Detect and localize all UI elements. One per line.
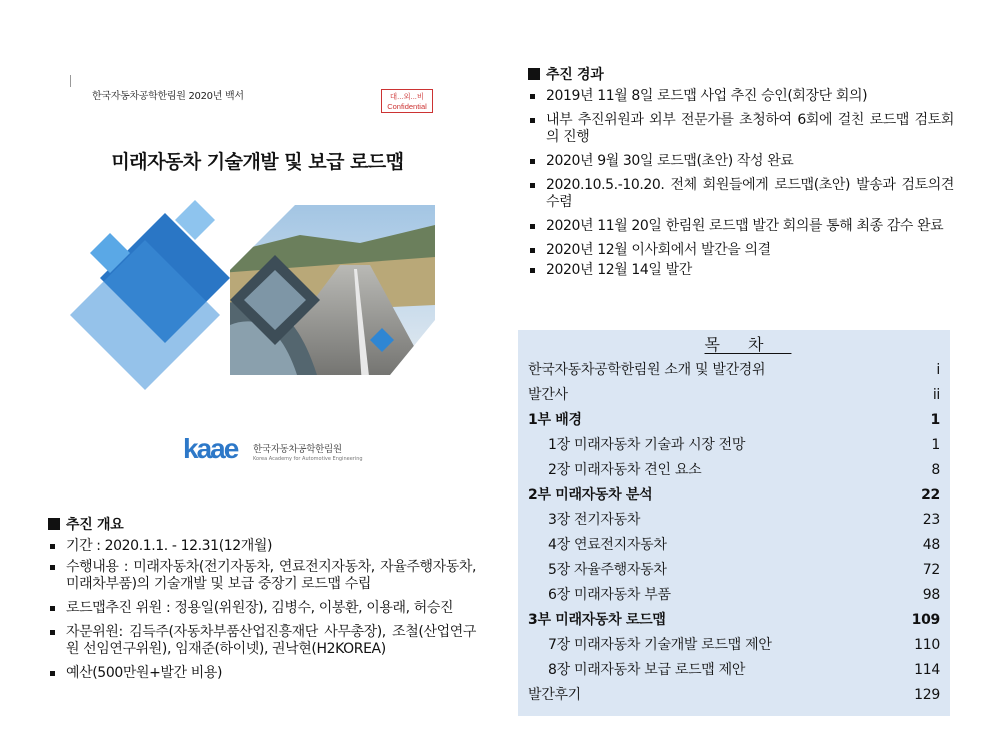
toc-page-number: 129 — [914, 687, 940, 703]
toc-label: 8장 미래자동차 보급 로드맵 제안 — [548, 662, 746, 678]
toc-row — [528, 608, 940, 633]
toc-page-number: 22 — [921, 487, 940, 503]
overview-heading-text: 추진 개요 — [66, 517, 124, 533]
list-item-text: 2019년 11월 8일 로드맵 사업 추진 승인(회장단 회의) — [546, 88, 868, 104]
confidential-badge-english: Confidential — [387, 102, 427, 111]
toc-label: 3장 전기자동차 — [548, 512, 641, 528]
toc-page-number: i — [936, 362, 940, 378]
crop-mark — [70, 75, 71, 87]
toc-label: 7장 미래자동차 기술개발 로드맵 제안 — [548, 637, 772, 653]
toc-label: 발간사 — [528, 387, 568, 403]
list-item-text: 자문위원: 김득주(자동차부품산업진흥재단 사무총장), 조철(산업연구원 선임연구위원), 임재준(하이넷), 권낙현(H2KOREA) — [66, 624, 476, 657]
list-item-text: 로드맵추진 위원 : 정용일(위원장), 김병수, 이봉환, 이용래, 허승진 — [66, 600, 454, 616]
bullet-icon — [530, 118, 535, 123]
kaae-logo: kaae — [183, 433, 238, 464]
list-item — [528, 218, 954, 235]
toc-row — [528, 433, 940, 458]
toc-row — [528, 508, 940, 533]
progress-list — [528, 88, 954, 279]
overview-list — [48, 538, 476, 682]
list-item-text: 기간 : 2020.1.1. - 12.31(12개월) — [66, 538, 273, 554]
progress-heading-text: 추진 경과 — [546, 67, 604, 83]
toc-label: 4장 연료전지자동차 — [548, 537, 667, 553]
toc-page-number: 1 — [930, 412, 940, 428]
toc-row — [528, 383, 940, 408]
list-item — [528, 177, 954, 211]
toc-page-number: 48 — [922, 537, 940, 553]
toc-label: 5장 자율주행자동차 — [548, 562, 667, 578]
report-cover — [70, 75, 445, 485]
cover-header: 한국자동차공학한림원 2020년 백서 — [92, 91, 244, 102]
toc-label: 2장 미래자동차 견인 요소 — [548, 462, 702, 478]
list-item-text: 2020년 11월 20일 한림원 로드맵 발간 회의를 통해 최종 감수 완료 — [546, 218, 944, 234]
toc-row — [528, 483, 940, 508]
bullet-icon — [50, 544, 55, 549]
toc-row — [528, 633, 940, 658]
toc-row — [528, 558, 940, 583]
toc-row — [528, 358, 940, 383]
academy-english-name: Korea Academy for Automotive Engineering — [253, 456, 363, 462]
toc-page-number: 98 — [922, 587, 940, 603]
toc-row — [528, 583, 940, 608]
bullet-icon — [50, 565, 55, 570]
toc-page-number: 1 — [931, 437, 940, 453]
list-item-text: 예산(500만원+발간 비용) — [66, 665, 223, 681]
list-item — [528, 153, 954, 170]
toc-page-number: 72 — [922, 562, 940, 578]
toc-row — [528, 533, 940, 558]
academy-name: 한국자동차공학한림원 — [253, 444, 342, 455]
bullet-icon — [50, 671, 55, 676]
toc-label: 3부 미래자동차 로드맵 — [528, 612, 666, 628]
list-item — [528, 262, 954, 279]
list-item-text: 2020년 12월 이사회에서 발간을 의결 — [546, 242, 771, 258]
toc-page-number: ii — [932, 387, 940, 403]
overview-section — [48, 514, 476, 689]
bullet-icon — [530, 94, 535, 99]
table-of-contents — [518, 330, 950, 716]
progress-section — [528, 64, 954, 286]
square-bullet-icon — [48, 518, 60, 530]
toc-row — [528, 408, 940, 433]
toc-page-number: 110 — [914, 637, 940, 653]
cover-title: 미래자동차 기술개발 및 보급 로드맵 — [111, 151, 404, 173]
toc-page-number: 114 — [914, 662, 940, 678]
list-item — [528, 112, 954, 146]
toc-page-number: 109 — [911, 612, 940, 628]
progress-heading — [528, 64, 954, 84]
toc-row — [528, 458, 940, 483]
bullet-icon — [530, 224, 535, 229]
list-item — [48, 600, 476, 617]
list-item-text: 수행내용 : 미래자동차(전기자동차, 연료전지자동차, 자율주행자동차, 미래차부품)의 기술개발 및 보급 중장기 로드맵 수립 — [66, 559, 476, 592]
bullet-icon — [530, 268, 535, 273]
list-item — [48, 538, 476, 555]
bullet-icon — [530, 183, 535, 188]
list-item — [528, 242, 954, 259]
toc-row — [528, 658, 940, 683]
toc-label: 발간후기 — [528, 687, 581, 703]
toc-row — [528, 683, 940, 708]
cover-road-graphic — [70, 195, 445, 390]
toc-rows — [528, 358, 940, 708]
list-item — [48, 559, 476, 593]
bullet-icon — [530, 248, 535, 253]
list-item-text: 2020.10.5.-10.20. 전체 회원들에게 로드맵(초안) 발송과 검토의견 수렴 — [546, 177, 954, 210]
toc-page-number: 8 — [931, 462, 940, 478]
list-item-text: 2020년 9월 30일 로드맵(초안) 작성 완료 — [546, 153, 794, 169]
confidential-badge — [381, 89, 433, 113]
toc-label: 1장 미래자동차 기술과 시장 전망 — [548, 437, 746, 453]
list-item-text: 내부 추진위원과 외부 전문가를 초청하여 6회에 걸친 로드맵 검토회의 진행 — [546, 112, 954, 145]
toc-label: 6장 미래자동차 부품 — [548, 587, 671, 603]
list-item — [48, 665, 476, 682]
toc-title: 목차 — [704, 335, 792, 354]
square-bullet-icon — [528, 68, 540, 80]
toc-page-number: 23 — [922, 512, 940, 528]
toc-label: 2부 미래자동차 분석 — [528, 487, 653, 503]
list-item — [528, 88, 954, 105]
bullet-icon — [50, 630, 55, 635]
bullet-icon — [530, 159, 535, 164]
bullet-icon — [50, 606, 55, 611]
list-item — [48, 624, 476, 658]
toc-label: 1부 배경 — [528, 412, 582, 428]
toc-label: 한국자동차공학한림원 소개 및 발간경위 — [528, 362, 766, 378]
confidential-badge-korean: 대...외...비 — [389, 92, 425, 101]
overview-heading — [48, 514, 476, 534]
list-item-text: 2020년 12월 14일 발간 — [546, 262, 692, 278]
